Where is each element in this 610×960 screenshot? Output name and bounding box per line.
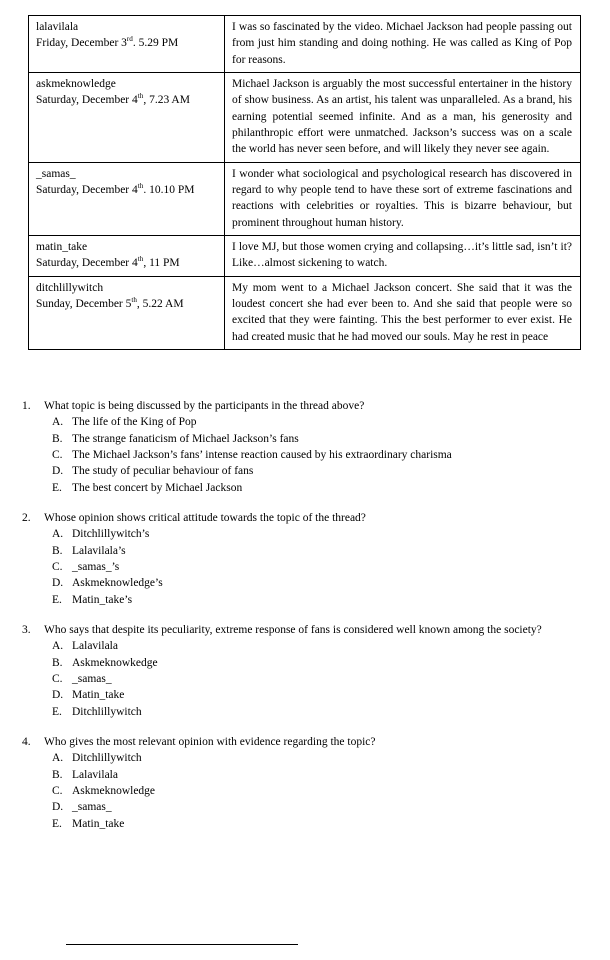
option-letter: A. [52,528,64,541]
answer-option [52,463,588,479]
option-letter: D. [52,689,64,702]
option-text: Matin_take [72,817,125,830]
post-message: My mom went to a Michael Jackson concert. She said that it was the loudest concert she had ever been to. And she said that people were so excited that they were fainting. This the best performer to ever exist. He had created music that he had moved our souls. May he rest in peace [225,276,581,349]
question-2 [22,510,588,608]
option-text: Askmeknowledge’s [72,577,163,590]
date-ordinal: th [137,182,144,191]
table-row [29,162,581,235]
date-time: , 11 PM [143,257,180,270]
answer-option [52,704,588,720]
option-letter: C. [52,784,63,797]
question-text: Whose opinion shows critical attitude towards the topic of the thread? [44,511,366,524]
answer-option [52,750,588,766]
answer-option [52,559,588,575]
date-ordinal: rd [126,35,133,44]
username: _samas_ [36,167,76,180]
question-text: Who says that despite its peculiarity, extreme response of fans is considered well known among the society? [44,623,542,636]
option-text: Askmeknowkedge [72,656,158,669]
option-letter: B. [52,656,63,669]
answer-option [52,431,588,447]
questions-section [22,398,588,846]
post-date [36,92,216,108]
option-letter: D. [52,801,64,814]
option-text: Matin_take’s [72,593,133,606]
option-text: Matin_take [72,689,125,702]
option-text: Ditchlillywitch [72,752,142,765]
answer-option [52,575,588,591]
date-ordinal: th [137,92,144,101]
forum-thread-table [28,15,581,350]
option-letter: D. [52,465,64,478]
table-row [29,276,581,349]
post-message: I love MJ, but those women crying and collapsing…it’s little sad, isn’t it? Like…almost sickening to watch. [225,235,581,276]
answer-option [52,447,588,463]
option-letter: B. [52,432,63,445]
table-row [29,72,581,162]
option-text: The best concert by Michael Jackson [72,481,243,494]
option-text: Ditchlillywitch’s [72,528,150,541]
option-letter: E. [52,705,62,718]
answer-option [52,592,588,608]
option-letter: C. [52,448,63,461]
option-letter: D. [52,577,64,590]
option-text: Ditchlillywitch [72,705,142,718]
username: matin_take [36,240,88,253]
date-ordinal: th [131,296,137,305]
post-date [36,182,216,198]
question-number: 1. [22,400,31,412]
answer-option [52,638,588,654]
option-text: _samas_’s [72,560,120,573]
option-letter: B. [52,768,63,781]
question-4 [22,734,588,832]
answer-option [52,526,588,542]
post-author-cell [29,276,225,349]
post-message: I wonder what sociological and psychological research has discovered in regard to why people tend to have these sort of extreme fascinations and reactions with celebrities or royalties. This is bizarre behaviour, but prominent throughout human history. [225,162,581,235]
question-3 [22,622,588,720]
question-1 [22,398,588,496]
option-text: The life of the King of Pop [72,416,197,429]
answer-option [52,414,588,430]
option-letter: B. [52,544,63,557]
post-date [36,35,216,51]
date-ordinal: th [137,255,144,264]
option-letter: A. [52,416,64,429]
option-text: The strange fanaticism of Michael Jackson’s fans [72,432,299,445]
username: askmeknowledge [36,77,116,90]
answer-option [52,687,588,703]
option-text: Lalavilala’s [72,544,126,557]
answer-option [52,671,588,687]
partial-next-table-border [66,944,298,945]
answer-option [52,783,588,799]
post-author-cell [29,235,225,276]
question-text: What topic is being discussed by the participants in the thread above? [44,400,365,412]
answer-option [52,799,588,815]
date-text: Saturday, December 4 [36,183,138,196]
post-date [36,296,216,312]
option-text: Lalavilala [72,768,118,781]
question-number: 4. [22,735,31,748]
answer-option [52,816,588,832]
answer-option [52,655,588,671]
username: lalavilala [36,21,79,33]
date-text: Saturday, December 4 [36,257,138,270]
option-letter: E. [52,817,62,830]
post-author-cell [29,16,225,73]
date-text: Sunday, December 5 [36,297,132,310]
post-message: I was so fascinated by the video. Michael Jackson had people passing out from just him standing and doing nothing. He was called as King of Pop for reasons. [225,16,581,73]
date-time: . 5.29 PM [132,37,179,50]
option-letter: E. [52,481,62,494]
option-letter: A. [52,752,64,765]
post-author-cell [29,72,225,162]
option-text: The Michael Jackson’s fans’ intense reaction caused by his extraordinary charisma [72,448,452,461]
option-text: _samas_ [72,672,112,685]
post-date [36,255,216,271]
option-text: Lalavilala [72,640,118,653]
answer-option [52,480,588,496]
option-letter: A. [52,640,64,653]
question-number: 3. [22,623,31,636]
date-time: . 10.10 PM [143,183,195,196]
question-number: 2. [22,511,31,524]
option-text: _samas_ [72,801,112,814]
option-text: Askmeknowledge [72,784,156,797]
post-message: Michael Jackson is arguably the most successful entertainer in the history of show business. As an artist, his talent was unparalleled. As a brand, his earning potential seemed infinite. And as a man, his generosity and philanthropic effort were unmatched. Jackson’s success was on a scale the world has never seen before, and will likely they never see again. [225,72,581,162]
option-text: The study of peculiar behaviour of fans [72,465,254,478]
answer-option [52,767,588,783]
option-letter: E. [52,593,62,606]
table-row [29,235,581,276]
post-author-cell [29,162,225,235]
date-text: Friday, December 3 [36,37,127,50]
date-time: , 5.22 AM [136,297,184,310]
question-text: Who gives the most relevant opinion with evidence regarding the topic? [44,735,376,748]
date-time: , 7.23 AM [143,94,190,107]
answer-option [52,543,588,559]
option-letter: C. [52,672,63,685]
table-row [29,16,581,73]
username: ditchlillywitch [36,281,104,294]
date-text: Saturday, December 4 [36,94,138,107]
option-letter: C. [52,560,63,573]
